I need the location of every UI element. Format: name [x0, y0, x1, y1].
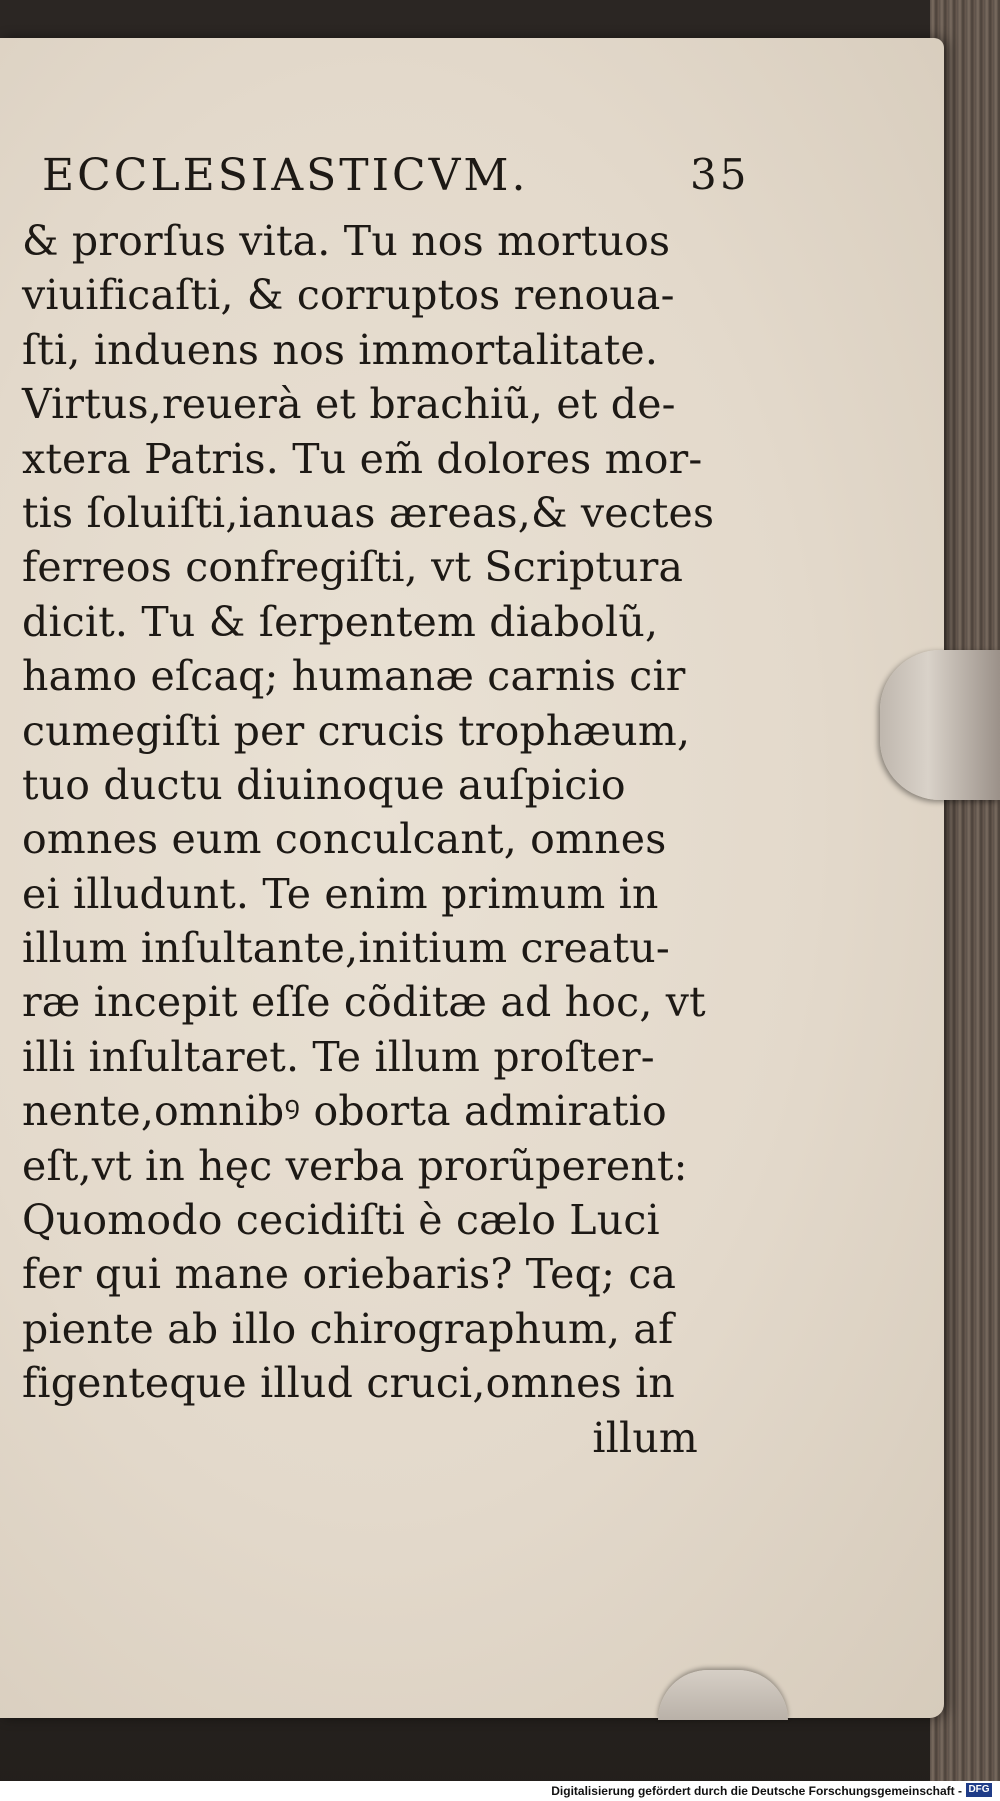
- text-line: ferreos confregiſti, vt Scriptura: [22, 543, 684, 592]
- text-line: cumegiſti per crucis trophæum,: [22, 706, 691, 755]
- text-line: fer qui mane oriebaris? Teq; ca: [22, 1250, 677, 1299]
- text-line: tuo ductu diuinoque auſpicio: [22, 760, 626, 809]
- text-line: illi inſultaret. Te illum proſter-: [22, 1032, 655, 1081]
- digitization-credit: Digitalisierung gefördert durch die Deutsche Forschungsgemeinschaft -: [551, 1784, 962, 1798]
- text-line: piente ab illo chirographum, af: [22, 1304, 674, 1353]
- text-line: & prorſus vita. Tu nos mortuos: [22, 217, 671, 265]
- running-head-title: ECCLESIASTICVM.: [42, 150, 529, 201]
- text-line: viuificaſti, & corruptos renoua-: [22, 271, 675, 320]
- text-line: omnes eum conculcant, omnes: [22, 815, 667, 864]
- text-line: dicit. Tu & ſerpentem diabolũ,: [22, 597, 659, 646]
- text-line: hamo eſcaq; humanæ carnis cir: [22, 652, 686, 701]
- text-lines: [22, 214, 722, 1411]
- text-line: figenteque illud cruci,omnes in: [22, 1359, 676, 1408]
- page-clip-right: [880, 650, 1000, 800]
- dfg-logo: DFG: [966, 1783, 992, 1797]
- page-number: 35: [690, 150, 750, 199]
- text-line: xtera Patris. Tu em̃ dolores mor-: [22, 434, 703, 483]
- running-header: [22, 140, 750, 214]
- text-line: nente,omnibꝰ oborta admiratio: [22, 1087, 667, 1136]
- text-line: Virtus,reuerà et brachiũ, et de-: [22, 380, 676, 429]
- text-line: tis ſoluiſti,ianuas æreas,& vectes: [22, 488, 715, 537]
- text-line: ræ incepit eſſe cõditæ ad hoc, vt: [22, 978, 706, 1027]
- text-line: eſt,vt in hęc verba prorũperent:: [22, 1141, 688, 1190]
- page-text-block: [22, 140, 750, 1465]
- text-line: ſti, induens nos immortalitate.: [22, 325, 659, 374]
- text-line: Quomodo cecidiſti è cælo Luci: [22, 1196, 660, 1245]
- catchword: illum: [592, 1413, 698, 1462]
- text-line: ei illudunt. Te enim primum in: [22, 869, 659, 918]
- text-line: illum inſultante,initium creatu-: [22, 924, 670, 973]
